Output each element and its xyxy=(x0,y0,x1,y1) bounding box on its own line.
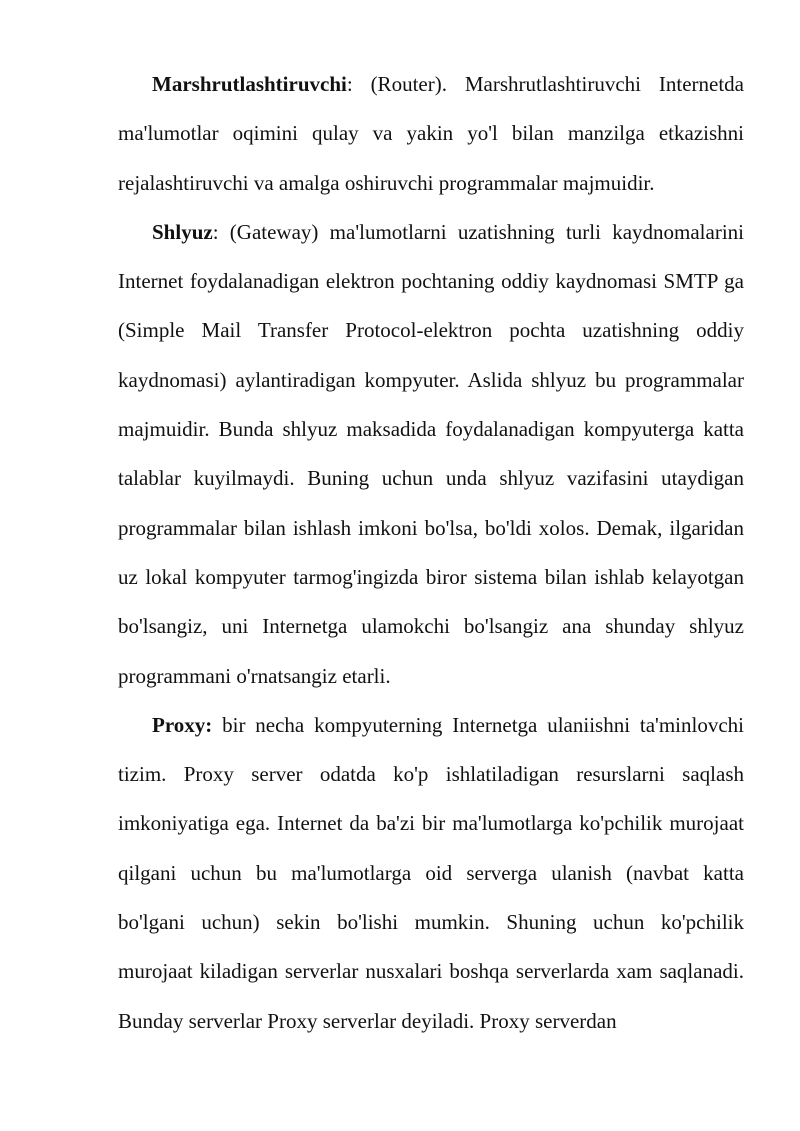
paragraph-router xyxy=(118,60,744,208)
paragraph-gateway xyxy=(118,208,744,701)
term-proxy: Proxy: xyxy=(152,712,213,737)
term-router: Marshrutlashtiruvchi xyxy=(152,72,347,96)
paragraph-gateway-text: : (Gateway) ma'lumotlarni uzatishning turli kaydnomalarini Internet foydalanadigan elektron pochtaning oddiy kaydnomasi SMTP ga (Simple Mail Transfer Protocol-elektron pochta uzatishning oddiy kaydnomasi) aylantiradigan kompyuter. Aslida shlyuz bu programmalar majmuidir. Bunda shlyuz maksadida foydalanadigan kompyuterga katta talablar kuyilmaydi. Buning uchun unda shlyuz vazifasini utaydigan programmalar bilan ishlash imkoni bo'lsa, bo'ldi xolos. Demak, ilgaridan uz lokal kompyuter tarmog'ingizda biror sistema bilan ishlab kelayotgan bo'lsangiz, uni Internetga ulamokchi bo'lsangiz ana shunday shlyuz programmani o'rnatsangiz etarli. xyxy=(118,219,744,688)
paragraph-proxy xyxy=(118,701,744,1046)
paragraph-router-text: : (Router). Marshrutlashtiruvchi Internetda ma'lumotlar oqimini qulay va yakin yo'l bilan manzilga etkazishni rejalashtiruvchi va amalga oshiruvchi programmalar majmuidir. xyxy=(118,72,744,195)
paragraph-proxy-text: bir necha kompyuterning Internetga ulaniishni ta'minlovchi tizim. Proxy server odatda ko'p ishlatiladigan resurslarni saqlash imkoniyatiga ega. Internet da ba'zi bir ma'lumotlarga ko'pchilik murojaat qilgani uchun bu ma'lumotlarga oid serverga ulanish (navbat katta bo'lgani uchun) sekin bo'lishi mumkin. Shuning uchun ko'pchilik murojaat kiladigan serverlar nusxalari boshqa serverlarda xam saqlanadi. Bunday serverlar Proxy serverlar deyiladi. Proxy serverdan xyxy=(118,712,744,1033)
term-gateway: Shlyuz xyxy=(152,219,213,244)
